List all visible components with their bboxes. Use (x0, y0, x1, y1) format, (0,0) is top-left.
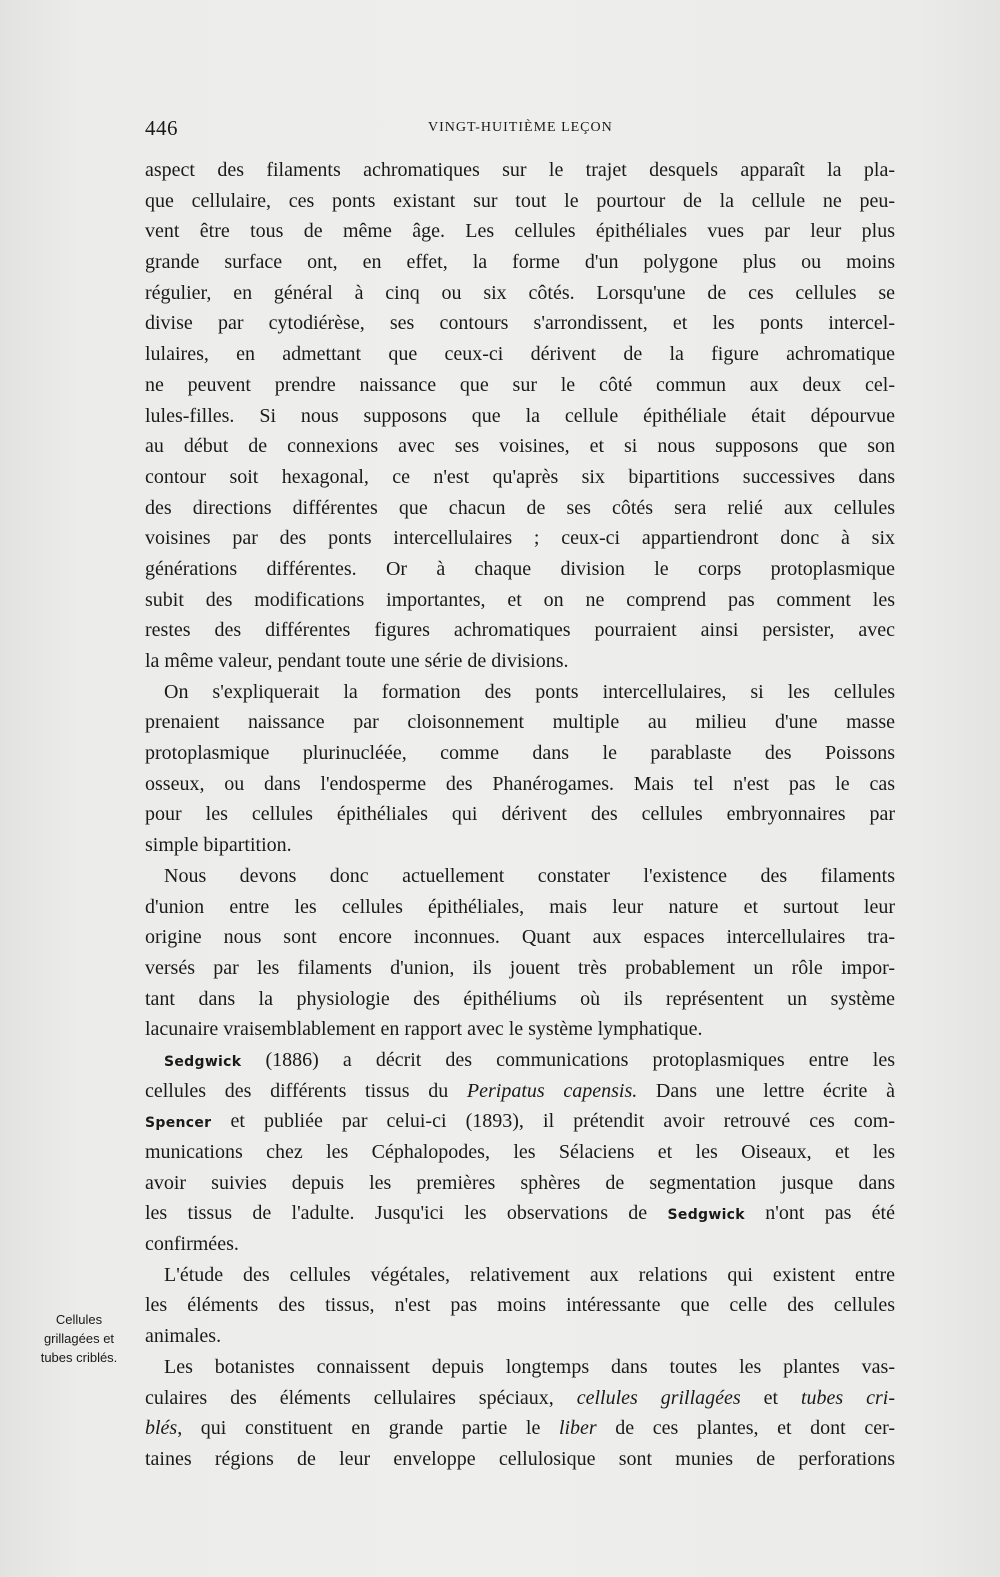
term-italic: liber (558, 1417, 597, 1440)
text-run: et (740, 1386, 801, 1409)
text-line: avoir suivies depuis les premières sphères de segmentation jusque dans (145, 1171, 895, 1194)
text-line: que cellulaire, ces ponts existant sur tout le pourtour de la cellule ne peu- (145, 189, 895, 212)
text-line: simple bipartition. (145, 834, 292, 857)
text-run: n'ont pas été (744, 1202, 895, 1225)
text-line: L'étude des cellules végétales, relativement aux relations qui existent entre (164, 1263, 895, 1286)
text-line: lulaires, en admettant que ceux-ci dérivent de la figure achromatique (145, 343, 895, 366)
term-italic: blés (145, 1417, 178, 1440)
text-line: divise par cytodiérèse, ses contours s'arrondissent, et les ponts intercel- (145, 312, 895, 335)
text-line (145, 1383, 895, 1414)
page-number: 446 (145, 116, 178, 140)
term-italic: tubes cri- (800, 1386, 895, 1409)
species-name: Peripatus capensis. (466, 1079, 638, 1102)
text-line: animales. (145, 1325, 222, 1348)
text-run: culaires des éléments cellulaires spéciaux, (145, 1386, 577, 1409)
text-line: Les botanistes connaissent depuis longtemps dans toutes les plantes vas- (164, 1355, 895, 1378)
text-run: cellules des différents tissus du (145, 1079, 467, 1102)
text-line: régulier, en général à cinq ou six côtés. Lorsqu'une de ces cellules se (145, 281, 895, 304)
text-line: pour les cellules épithéliales qui dérivent des cellules embryonnaires par (145, 803, 895, 826)
text-line (145, 1106, 895, 1137)
text-line: versés par les filaments d'union, ils jouent très probablement un rôle impor- (145, 956, 895, 979)
text-line: d'union entre les cellules épithéliales, mais leur nature et surtout leur (145, 895, 895, 918)
text-line: des directions différentes que chacun de ses côtés sera relié aux cellules (145, 496, 895, 519)
text-line: osseux, ou dans l'endosperme des Phanérogames. Mais tel n'est pas le cas (145, 772, 895, 795)
text-line: voisines par des ponts intercellulaires ; ceux-ci appartiendront donc à six (145, 527, 895, 550)
text-run: Dans une lettre écrite à (637, 1079, 895, 1102)
chapter-title: VINGT-HUITIÈME LEÇON (428, 120, 613, 135)
text-line: les éléments des tissus, n'est pas moins intéressante que celle des cellules (145, 1294, 895, 1317)
text-line: restes des différentes figures achromatiques pourraient ainsi persister, avec (145, 619, 895, 642)
text-line: grande surface ont, en effet, la forme d'un polygone plus ou moins (145, 251, 895, 274)
margin-note-line: grillagées et (43, 1331, 115, 1346)
text-line: lules-filles. Si nous supposons que la cellule épithéliale était dépourvue (145, 404, 895, 427)
text-run: (1886) a décrit des communications protoplasmiques entre les (241, 1048, 895, 1071)
text-line: aspect des filaments achromatiques sur le trajet desquels apparaît la pla- (145, 159, 895, 181)
text-run: les tissus de l'adulte. Jusqu'ici les observations de (145, 1202, 668, 1225)
text-line (145, 1045, 895, 1076)
text-line: générations différentes. Or à chaque division le corps protoplasmique (145, 557, 895, 580)
author-name: Sedgwick (667, 1207, 745, 1224)
text-line: On s'expliquerait la formation des ponts intercellulaires, si les cellules (164, 680, 895, 703)
text-run: de ces plantes, et dont cer- (596, 1417, 895, 1440)
margin-note-line: tubes criblés. (40, 1350, 118, 1365)
text-line: munications chez les Céphalopodes, les Sélaciens et les Oiseaux, et les (145, 1141, 895, 1163)
text-line: confirmées. (145, 1233, 239, 1256)
text-line: contour soit hexagonal, ce n'est qu'après six bipartitions successives dans (145, 465, 895, 488)
text-run: et publiée par celui-ci (1893), il prétendit avoir retrouvé ces com- (211, 1110, 895, 1133)
margin-note-line: Cellules (55, 1312, 103, 1327)
text-line: tant dans la physiologie des épithéliums où ils représentent un système (145, 987, 895, 1010)
margin-note (20, 1310, 138, 1367)
text-line: taines régions de leur enveloppe cellulosique sont munies de perforations (145, 1447, 895, 1470)
text-line: prenaient naissance par cloisonnement multiple au milieu d'une masse (145, 711, 895, 734)
text-line: vent être tous de même âge. Les cellules épithéliales vues par leur plus (145, 220, 895, 243)
text-line: subit des modifications importantes, et on ne comprend pas comment les (145, 588, 895, 611)
term-italic: cellules grillagées (576, 1386, 741, 1409)
body-text (145, 155, 895, 1475)
text-line: Nous devons donc actuellement constater l'existence des filaments (164, 864, 895, 887)
text-line: protoplasmique plurinucléée, comme dans le parablaste des Poissons (145, 742, 895, 765)
author-name: Spencer (145, 1115, 212, 1132)
text-run: , qui constituent en grande partie le (177, 1417, 559, 1440)
text-line (145, 1076, 895, 1107)
text-line (145, 1198, 895, 1229)
text-line: lacunaire vraisemblablement en rapport avec le système lymphatique. (145, 1018, 703, 1041)
text-line: origine nous sont encore inconnues. Quant aux espaces intercellulaires tra- (145, 926, 895, 949)
text-line: ne peuvent prendre naissance que sur le côté commun aux deux cel- (145, 373, 895, 396)
text-line (145, 1413, 895, 1444)
text-line: au début de connexions avec ses voisines, et si nous supposons que son (145, 435, 895, 458)
author-name: Sedgwick (164, 1053, 242, 1070)
text-line: la même valeur, pendant toute une série de divisions. (145, 650, 569, 672)
running-head (145, 116, 895, 142)
